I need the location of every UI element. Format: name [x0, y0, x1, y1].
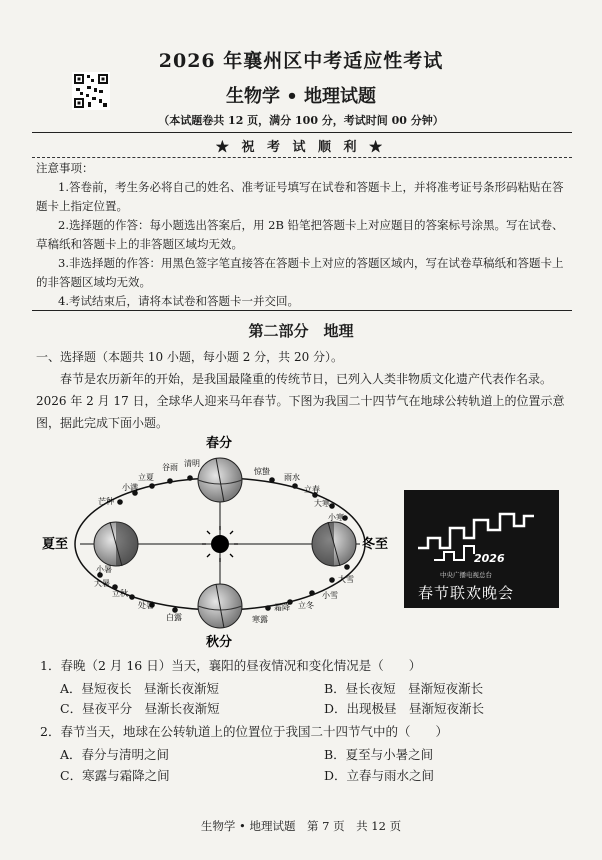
notice-rule — [32, 310, 572, 311]
svg-text:芒种: 芒种 — [98, 497, 114, 506]
earth-winter-icon — [312, 522, 356, 566]
svg-text:立秋: 立秋 — [112, 589, 128, 598]
wish-rule — [32, 157, 572, 158]
svg-text:立冬: 立冬 — [298, 601, 314, 610]
page-footer: 生物学 • 地理试题 第 7 页 共 12 页 — [200, 819, 402, 833]
earth-summer-icon — [94, 522, 138, 566]
question-1-stem: 1．春晚（2 月 16 日）当天，襄阳的昼夜情况和变化情况是（ ） — [40, 658, 422, 673]
sun-icon — [211, 535, 229, 553]
intro-paragraph: 春节是农历新年的开始，是我国最隆重的传统节日，已列入人类非物质文化遗产代表作名录。2026 年 2 月 17 日，全球华人迎来马年春节。下图为我国二十四节气在地球公转轨道上的位置示意图，据此完成下面小题。 — [36, 372, 565, 430]
label-summer: 夏至 — [42, 537, 69, 552]
question-1-option-a[interactable]: A．昼短夜长 昼渐长夜渐短 — [60, 681, 220, 696]
question-1-option-c[interactable]: C．昼夜平分 昼渐长夜渐短 — [60, 701, 220, 716]
svg-text:雨水: 雨水 — [284, 473, 300, 482]
label-spring: 春分 — [206, 436, 233, 451]
question-2-option-c[interactable]: C．寒露与霜降之间 — [60, 768, 170, 783]
notice-list — [36, 178, 566, 311]
svg-text:霜降: 霜降 — [274, 603, 290, 612]
wish-banner: ★ 祝 考 试 顺 利 ★ — [215, 140, 387, 155]
question-2-stem: 2．春节当天，地球在公转轨道上的位置位于我国二十四节气中的（ ） — [40, 724, 448, 739]
exam-title: 2026 年襄州区中考适应性考试 — [158, 50, 444, 72]
svg-text:立春: 立春 — [304, 485, 320, 494]
svg-text:清明: 清明 — [184, 459, 200, 468]
earth-autumn-icon — [198, 584, 242, 628]
earth-spring-icon — [198, 458, 242, 502]
svg-text:白露: 白露 — [166, 613, 182, 622]
svg-text:小暑: 小暑 — [96, 565, 112, 574]
poster-year: 2026 — [474, 552, 505, 565]
svg-text:谷雨: 谷雨 — [162, 463, 178, 472]
section-title: 第二部分 地理 — [248, 322, 354, 340]
notice-item: 4.考试结束后，请将本试卷和答题卡一并交回。 — [58, 294, 299, 308]
notice-heading: 注意事项： — [36, 161, 94, 175]
label-winter: 冬至 — [362, 537, 389, 552]
svg-text:寒露: 寒露 — [252, 615, 268, 624]
part-heading: 一、选择题（本题共 10 小题，每小题 2 分，共 20 分）。 — [36, 350, 344, 364]
poster-org: 中央广播电视总台 — [440, 571, 492, 579]
svg-text:大雪: 大雪 — [338, 575, 354, 584]
paper-subtitle: 生物学 • 地理试题 — [225, 86, 377, 107]
question-1-option-d[interactable]: D．出现极昼 昼渐短夜渐长 — [324, 701, 485, 716]
notice-item: 3.非选择题的作答：用黑色签字笔直接答在答题卡上对应的答题区域内，写在试卷草稿纸和答题卡上的非答题区域均无效。 — [36, 256, 564, 289]
svg-text:小寒: 小寒 — [328, 513, 344, 522]
svg-text:小满: 小满 — [122, 483, 138, 492]
svg-text:大暑: 大暑 — [94, 579, 110, 588]
exam-info: （本试题卷共 12 页，满分 100 分，考试时间 00 分钟） — [158, 114, 444, 127]
label-autumn: 秋分 — [206, 635, 233, 650]
poster-name: 春节联欢晚会 — [418, 584, 515, 602]
question-2-option-a[interactable]: A．春分与清明之间 — [60, 747, 170, 762]
section-text — [36, 346, 566, 434]
svg-text:惊蛰: 惊蛰 — [254, 467, 270, 476]
svg-text:立夏: 立夏 — [138, 473, 154, 482]
notice-item: 2.选择题的作答：每小题选出答案后，用 2B 铅笔把答题卡上对应题目的答案标号涂黑。写在试卷、草稿纸和答题卡上的非答题区域均无效。 — [36, 218, 564, 251]
svg-text:处暑: 处暑 — [138, 601, 154, 610]
question-1-option-b[interactable]: B．昼长夜短 昼渐短夜渐长 — [324, 681, 484, 696]
orbit-diagram — [40, 430, 400, 652]
notice-item: 1.答卷前，考生务必将自己的姓名、准考证号填写在试卷和答题卡上，并将准考证号条形码粘贴在答题卡上指定位置。 — [36, 180, 564, 213]
svg-text:小雪: 小雪 — [322, 591, 338, 600]
question-2-option-b[interactable]: B．夏至与小暑之间 — [324, 747, 434, 762]
svg-text:大寒: 大寒 — [314, 499, 330, 508]
header-rule — [32, 132, 572, 133]
question-2-option-d[interactable]: D．立春与雨水之间 — [324, 768, 435, 783]
